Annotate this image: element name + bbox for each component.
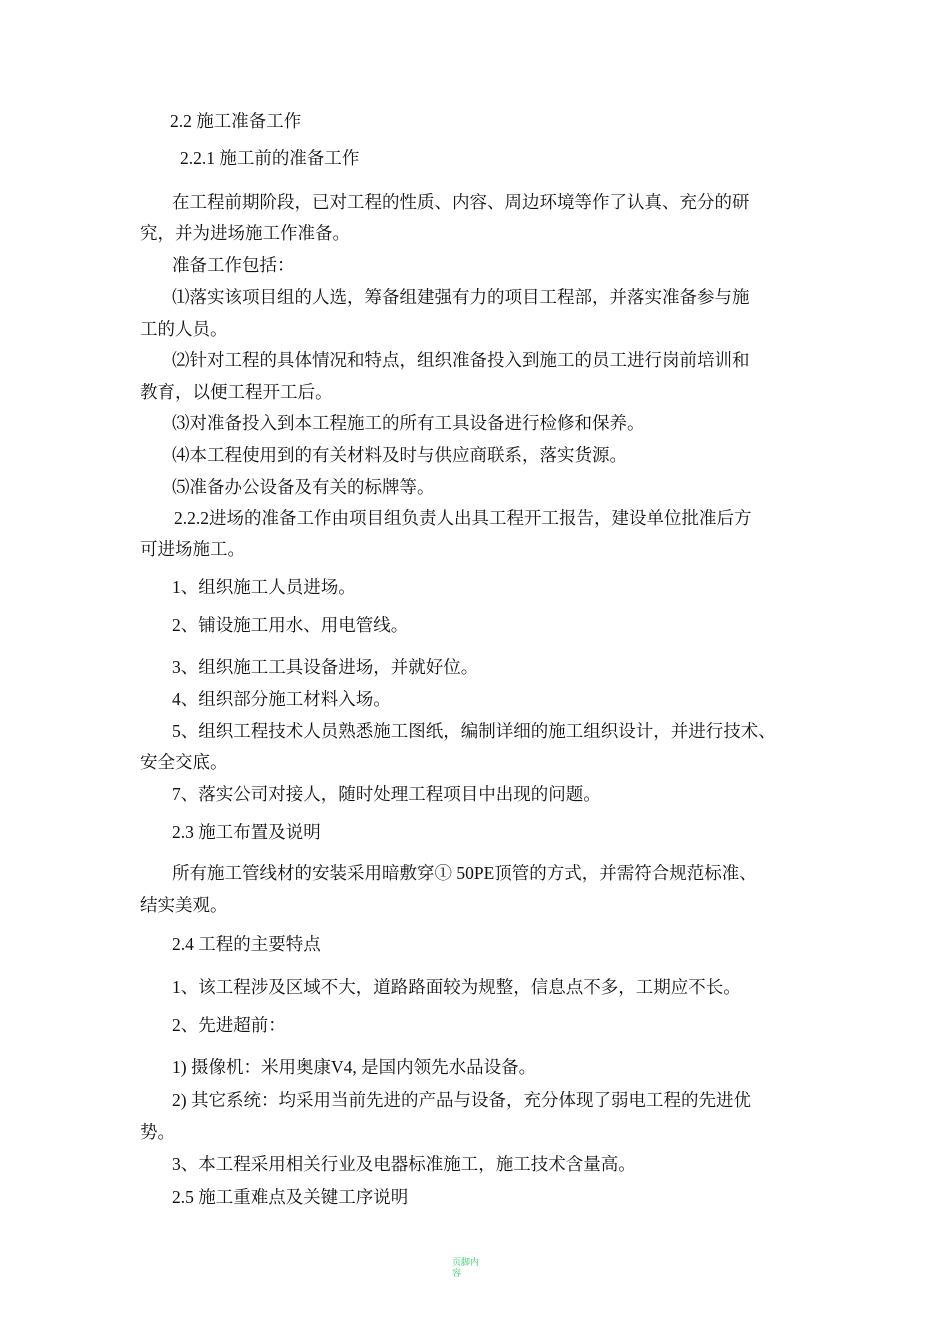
step-item: 1、组织施工人员进场。	[172, 577, 356, 597]
paragraph-line: 结实美观。	[140, 895, 228, 915]
paragraph-line: 在工程前期阶段，已对工程的性质、内容、周边环境等作了认真、充分的研	[172, 192, 750, 212]
footer-text-line: 页脚内	[452, 1258, 480, 1268]
feature-subitem: 1) 摄像机：米用奥康V4, 是国内领先水品设备。	[172, 1057, 537, 1077]
heading-2-2: 2.2 施工准备工作	[170, 111, 302, 131]
paragraph-line: 可进场施工。	[140, 539, 245, 559]
step-item-continuation: 安全交底。	[140, 752, 228, 772]
step-item: 5、组织工程技术人员熟悉施工图纸，编制详细的施工组织设计，并进行技术、	[172, 721, 776, 741]
paragraph-line: 2.2.2进场的准备工作由项目组负责人出具工程开工报告，建设单位批准后方	[174, 508, 752, 528]
list-item: ⑵针对工程的具体情况和特点，组织准备投入到施工的员工进行岗前培训和	[172, 350, 750, 370]
feature-item: 3、本工程采用相关行业及电器标准施工，施工技术含量高。	[172, 1154, 636, 1174]
paragraph-line: 究，并为进场施工作准备。	[140, 223, 350, 243]
feature-subitem-continuation: 势。	[140, 1122, 175, 1142]
step-item: 2、铺设施工用水、用电管线。	[172, 615, 409, 635]
feature-item: 1、该工程涉及区域不大，道路路面较为规整，信息点不多，工期应不长。	[172, 977, 741, 997]
list-item-continuation: 教育，以便工程开工后。	[140, 382, 333, 402]
heading-2-3: 2.3 施工布置及说明	[172, 822, 321, 842]
step-item: 4、组织部分施工材料入场。	[172, 689, 391, 709]
list-item: ⑶对准备投入到本工程施工的所有工具设备进行检修和保养。	[172, 413, 645, 433]
heading-2-5: 2.5 施工重难点及关键工序说明	[172, 1187, 409, 1207]
step-item: 7、落实公司对接人，随时处理工程项目中出现的问题。	[172, 784, 601, 804]
feature-item: 2、先进超前：	[172, 1015, 286, 1035]
list-item: ⑷本工程使用到的有关材料及时与供应商联系，落实货源。	[172, 445, 627, 465]
footer-text-line: 容	[452, 1269, 462, 1279]
paragraph-line: 准备工作包括：	[172, 255, 295, 275]
heading-2-2-1: 2.2.1 施工前的准备工作	[180, 148, 360, 168]
list-item: ⑸准备办公设备及有关的标牌等。	[172, 477, 435, 497]
step-item: 3、组织施工工具设备进场，并就好位。	[172, 657, 479, 677]
list-item-continuation: 工的人员。	[140, 319, 228, 339]
page-footer	[452, 1258, 479, 1280]
paragraph-line: 所有施工管线材的安装采用暗敷穿① 50PE顶管的方式，并需符合规范标准、	[172, 863, 757, 883]
feature-subitem: 2) 其它系统：均采用当前先进的产品与设备，充分体现了弱电工程的先进优	[172, 1090, 751, 1110]
list-item: ⑴落实该项目组的人选，筹备组建强有力的项目工程部，并落实准备参与施	[172, 287, 750, 307]
heading-2-4: 2.4 工程的主要特点	[172, 934, 321, 954]
